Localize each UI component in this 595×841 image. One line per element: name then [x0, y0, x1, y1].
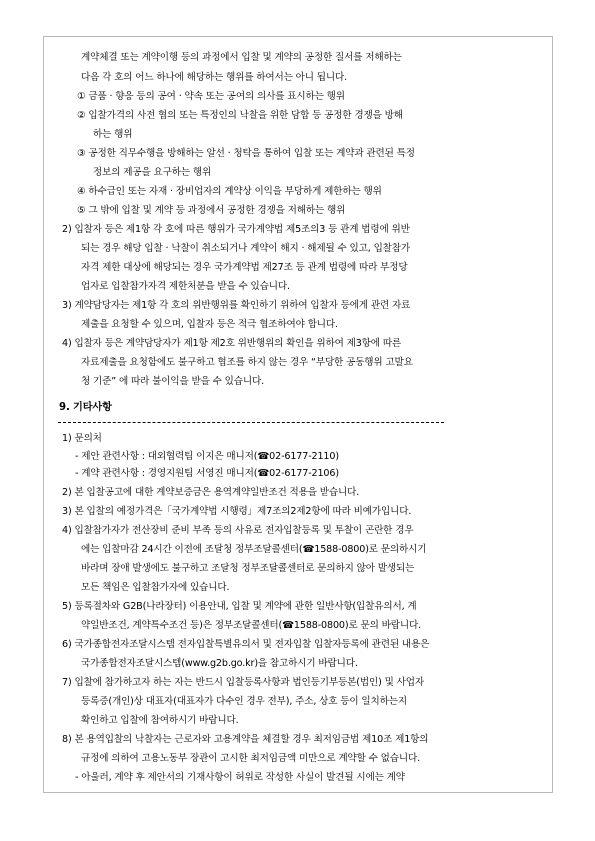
text-line: 다음 각 호의 어느 하나에 해당하는 행위를 하여서는 아니 됩니다. — [81, 72, 348, 83]
text-line: 바라며 장애 발생에도 불구하고 조달청 정부조달콜센터로 문의하지 않아 발생되는 — [81, 563, 415, 574]
section-heading: 9. 기타사항 — [59, 402, 112, 413]
text-line: ④ 하수급인 또는 자재 · 장비업자의 계약상 이익을 부당하게 제한하는 행위 — [77, 186, 382, 197]
text-line: 확인하고 입찰에 참여하시기 바랍니다. — [81, 715, 239, 726]
text-line: 모든 책임은 입찰참가자에 있습니다. — [81, 582, 230, 593]
text-line: 계약체결 또는 계약이행 등의 과정에서 입찰 및 계약의 공정한 질서를 저해하는 — [81, 52, 402, 63]
text-line: - 아울러, 계약 후 제안서의 기재사항이 허위로 작성한 사실이 발견될 시에는 계약 — [75, 772, 405, 783]
text-line: - 계약 관련사항 : 경영지원팀 서영진 매니저(☎02-6177-2106) — [75, 468, 339, 479]
text-line: 7) 입찰에 참가하고자 하는 자는 반드시 입찰등록사항과 법인등기부등본(법인) 및 사업자 — [62, 677, 424, 688]
text-line: 3) 본 입찰의 예정가격은「국가계약법 시행령」제7조의2제2항에 따라 비예가입니다. — [62, 506, 412, 517]
text-line: 자료제출을 요청함에도 불구하고 협조를 하지 않는 경우 “부당한 공동행위 고발요 — [81, 357, 413, 368]
text-line: ③ 공정한 직무수행을 방해하는 알선 · 청탁을 통하여 입찰 또는 계약과 관련된 특정 — [77, 148, 415, 159]
text-line: 규정에 의하여 고용노동부 장관이 고시한 최저임금액 미만으로 계약할 수 없습니다. — [81, 753, 420, 764]
text-line: 제출을 요청할 수 있으며, 입찰자 등은 적극 협조하여야 합니다. — [81, 319, 338, 330]
text-line: 4) 입찰참가자가 전산장비 준비 부족 등의 사유로 전자입찰등록 및 투찰이 곤란한 경우 — [62, 525, 414, 536]
text-line: ⑤ 그 밖에 입찰 및 계약 등 과정에서 공정한 경쟁을 저해하는 행위 — [77, 205, 346, 216]
text-line: 에는 입찰마감 24시간 이전에 조달청 정부조달콜센터(☎1588-0800)로 문의하시기 — [81, 544, 427, 555]
text-line: 업자로 입찰참가자격 제한처분을 받을 수 있습니다. — [81, 281, 290, 292]
text-line: 국가종합전자조달시스템(www.g2b.go.kr)을 참고하시기 바랍니다. — [81, 658, 358, 669]
text-line: ① 금품 · 향응 등의 공여 · 약속 또는 공여의 의사를 표시하는 행위 — [77, 91, 345, 102]
text-line: 하는 행위 — [93, 129, 133, 140]
text-line: 6) 국가종합전자조달시스템 전자입찰특별유의서 및 전자입찰 입찰자등록에 관련된 내용은 — [62, 639, 430, 650]
text-line: - 제안 관련사항 : 대외협력팀 이지은 매니저(☎02-6177-2110) — [75, 451, 339, 462]
text-line: 2) 본 입찰공고에 대한 계약보증금은 용역계약일반조건 적용을 받습니다. — [62, 487, 360, 498]
text-line: 자격 제한 대상에 해당되는 경우 국가계약법 제27조 등 관계 법령에 따라 부정당 — [81, 262, 408, 273]
text-line: 3) 계약담당자는 제1항 각 호의 위반행위를 확인하기 위하여 입찰자 등에게 관련 자료 — [62, 300, 411, 311]
text-line: 8) 본 용역입찰의 낙찰자는 근로자와 고용계약을 체결할 경우 최저임금법 제10조 제1항의 — [62, 734, 429, 745]
text-line: 4) 입찰자 등은 계약담당자가 제1항 제2호 위반행위의 확인을 위하여 제3항에 따른 — [62, 338, 402, 349]
section-divider — [58, 422, 444, 423]
text-line: 1) 문의처 — [62, 433, 102, 444]
text-line: ② 입찰가격의 사전 협의 또는 특정인의 낙찰을 위한 담합 등 공정한 경쟁을 방해 — [77, 110, 403, 121]
text-line: 5) 등록절차와 G2B(나라장터) 이용안내, 입찰 및 계약에 관한 일반사항(입찰유의서, 계 — [62, 601, 417, 612]
text-line: 정보의 제공을 요구하는 행위 — [93, 167, 212, 178]
text-line: 되는 경우 해당 입찰 · 낙찰이 취소되거나 계약이 해지 · 해제될 수 있고, 입찰참가 — [81, 243, 411, 254]
text-line: 청 기준” 에 따라 불이익을 받을 수 있습니다. — [81, 376, 265, 387]
text-line: 약일반조건, 계약특수조건 등)은 정부조달콜센터(☎1588-0800)로 문의 바랍니다. — [81, 620, 421, 631]
text-line: 2) 입찰자 등은 제1항 각 호에 따른 행위가 국가계약법 제5조의3 등 관계 법령에 위반 — [62, 224, 410, 235]
text-line: 등록증(개인)상 대표자(대표자가 다수인 경우 전부), 주소, 상호 등이 일치하는지 — [81, 696, 408, 707]
